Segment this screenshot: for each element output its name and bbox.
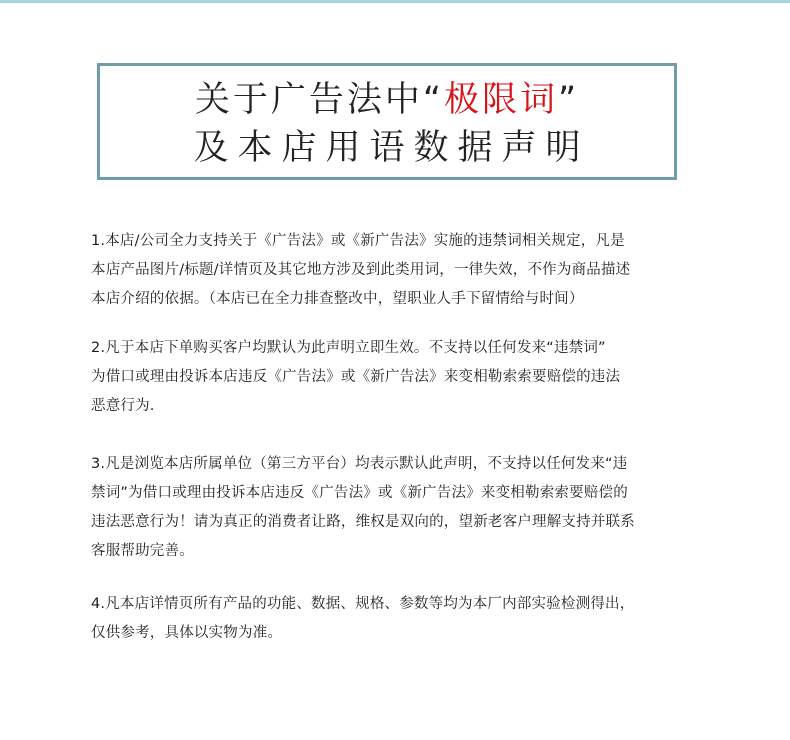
paragraph-line: 违法恶意行为！请为真正的消费者让路，维权是双向的，望新老客户理解支持并联系 <box>91 514 635 530</box>
paragraph-line: 禁词”为借口或理由投诉本店违反《广告法》或《新广告法》来变相勒索索要赔偿的 <box>91 485 628 501</box>
paragraph-line: 客服帮助完善。 <box>91 543 194 559</box>
paragraph-line: 4.凡本店详情页所有产品的功能、数据、规格、参数等均为本厂内部实验检测得出， <box>91 596 635 612</box>
declaration-item-2 <box>91 334 731 421</box>
title-text-after: ” <box>558 80 580 120</box>
title-line-1 <box>100 78 674 122</box>
paragraph-line: 2.凡于本店下单购买客户均默认为此声明立即生效。不支持以任何发来“违禁词” <box>91 340 606 356</box>
paragraph-line: 仅供参考，具体以实物为准。 <box>91 625 283 641</box>
paragraph-line: 本店介绍的依据。（本店已在全力排查整改中，望职业人手下留情给与时间） <box>91 291 584 307</box>
title-highlight-word: 极限词 <box>443 80 558 120</box>
paragraph-line: 本店产品图片/标题/详情页及其它地方涉及到此类用词，一律失效，不作为商品描述 <box>91 262 631 278</box>
title-line-2: 及本店用语数据声明 <box>193 128 590 168</box>
declaration-item-4 <box>91 590 731 648</box>
paragraph-line: 3.凡是浏览本店所属单位（第三方平台）均表示默认此声明，不支持以任何发来“违 <box>91 456 628 472</box>
title-box <box>97 63 677 180</box>
declaration-item-1 <box>91 227 731 314</box>
title-text-before: 关于广告法中“ <box>194 80 444 120</box>
paragraph-line: 1.本店/公司全力支持关于《广告法》或《新广告法》实施的违禁词相关规定，凡是 <box>91 233 625 249</box>
top-divider <box>0 0 790 3</box>
paragraph-line: 为借口或理由投诉本店违反《广告法》或《新广告法》来变相勒索索要赔偿的违法 <box>91 369 621 385</box>
declaration-item-3 <box>91 450 731 566</box>
paragraph-line: 恶意行为. <box>91 398 155 414</box>
